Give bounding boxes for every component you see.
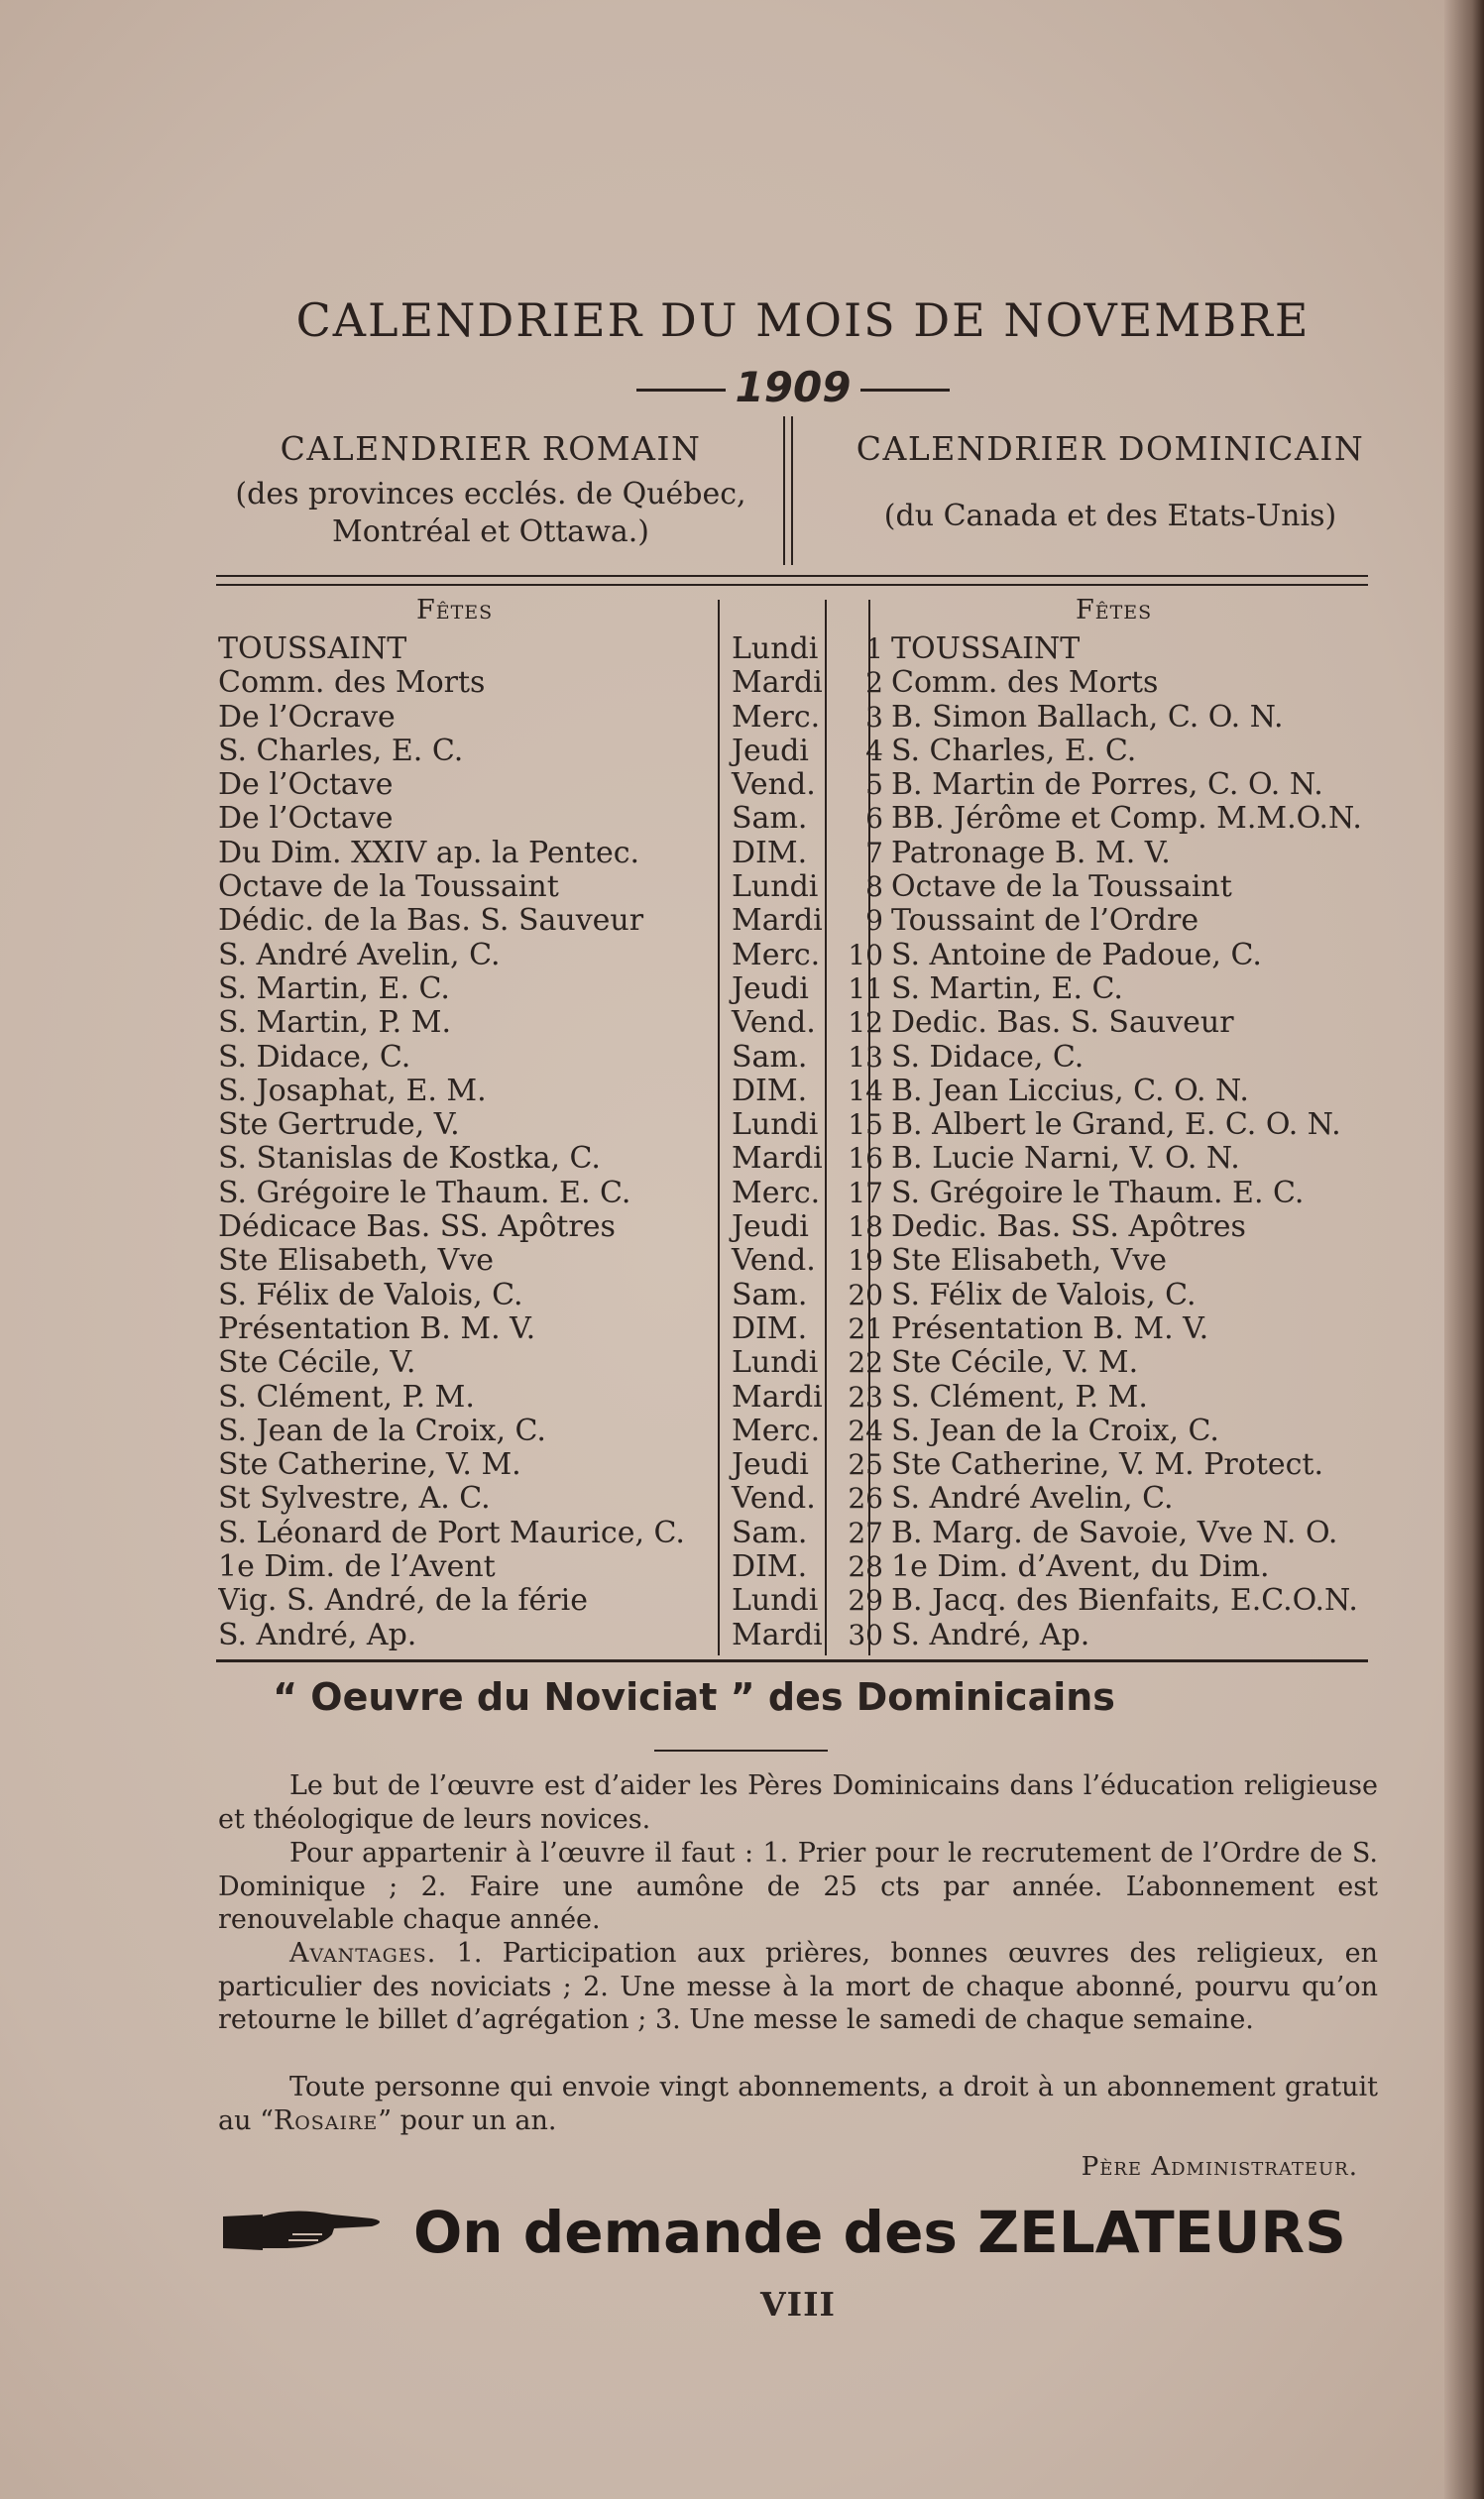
rosaire-word: Rosaire [273,2104,379,2136]
feast-romain: Présentation B. M. V. [218,1311,536,1346]
oeuvre-heading: “ Oeuvre du Noviciat ” des Dominicains [273,1675,1115,1719]
day-number: 28 [848,1550,883,1584]
weekday: Lundi [732,632,819,666]
weekday: Jeudi [732,734,809,768]
feast-romain: S. Félix de Valois, C. [218,1278,523,1312]
day-number: 25 [848,1448,883,1482]
feast-dominicain: Comm. des Morts [891,666,1159,701]
weekday: Jeudi [732,971,809,1006]
feast-romain: Ste Elisabeth, Vve [218,1244,495,1279]
feast-romain: S. Grégoire le Thaum. E. C. [218,1176,631,1210]
feast-dominicain: Patronage B. M. V. [891,836,1171,870]
feast-romain: S. Didace, C. [218,1040,411,1075]
calendar-row [218,939,1407,972]
weekday: Vend. [732,1006,816,1041]
weekday: Sam. [732,802,808,837]
fetes-header-right: Fêtes [1076,595,1153,625]
day-number: 14 [848,1074,883,1107]
day-number: 18 [848,1210,883,1244]
feast-dominicain: 1e Dim. d’Avent, du Dim. [891,1550,1270,1585]
calendar-row [218,1415,1407,1448]
pointing-hand-icon [223,2203,392,2270]
feast-dominicain: S. André Avelin, C. [891,1482,1174,1517]
day-number: 13 [848,1040,883,1074]
weekday: DIM. [732,1311,808,1346]
weekday: Mardi [732,904,823,939]
calendar-row [218,1346,1407,1380]
calendar-row [218,1584,1407,1618]
calendar-row [218,1482,1407,1516]
calendar-row [218,1108,1407,1142]
calendar-body [218,632,1407,1652]
feast-romain: S. André, Ap. [218,1618,417,1652]
calendar-row [218,1244,1407,1278]
left-calendar-subtitle-2: Montréal et Ottawa.) [331,514,649,549]
oeuvre-text-4a: Toute personne qui envoie vingt abonnements, a droit à un abonnement gratuit au “ [218,2072,1378,2136]
weekday: Merc. [732,700,821,735]
calendar-row [218,1312,1407,1346]
double-rule-top [216,575,1368,586]
oeuvre-paragraph-4 [218,2071,1378,2137]
feast-dominicain: S. Charles, E. C. [891,734,1137,768]
right-calendar-title: CALENDRIER DOMINICAIN [856,429,1365,468]
feast-dominicain: B. Jean Liccius, C. O. N. [891,1074,1249,1108]
calendar-row [218,735,1407,768]
feast-dominicain: B. Jacq. des Bienfaits, E.C.O.N. [891,1584,1358,1619]
weekday: Sam. [732,1040,808,1075]
day-number: 1 [865,632,883,665]
calendar-row [218,1381,1407,1415]
day-number: 9 [865,904,883,938]
page-edge [1444,0,1484,2499]
weekday: Mardi [732,666,823,701]
feast-romain: 1e Dim. de l’Avent [218,1550,496,1585]
feast-romain: S. Clément, P. M. [218,1380,475,1415]
calendar-row [218,870,1407,904]
oeuvre-paragraph-2 [218,1837,1378,1937]
day-number: 24 [848,1414,883,1447]
calendar-row [218,701,1407,735]
feast-dominicain: Ste Elisabeth, Vve [891,1244,1168,1279]
feast-dominicain: S. Antoine de Padoue, C. [891,938,1262,972]
calendar-row [218,768,1407,802]
feast-dominicain: Toussaint de l’Ordre [891,904,1199,939]
rule-bottom [216,1659,1368,1662]
calendar-row [218,1006,1407,1040]
fetes-header-left: Fêtes [416,595,494,625]
weekday: Lundi [732,1584,819,1619]
weekday: Mardi [732,1380,823,1415]
weekday: DIM. [732,1074,808,1108]
feast-romain: Vig. S. André, de la férie [218,1584,588,1619]
feast-dominicain: BB. Jérôme et Comp. M.M.O.N. [891,802,1362,837]
day-number: 5 [865,768,883,802]
feast-romain: S. Stanislas de Kostka, C. [218,1142,601,1177]
weekday: Merc. [732,1176,821,1210]
feast-romain: St Sylvestre, A. C. [218,1482,491,1517]
feast-dominicain: S. Félix de Valois, C. [891,1278,1197,1312]
feast-dominicain: S. Grégoire le Thaum. E. C. [891,1176,1305,1210]
page-title: CALENDRIER DU MOIS DE NOVEMBRE [295,293,1311,347]
feast-romain: De l’Octave [218,768,394,803]
weekday: Jeudi [732,1448,809,1483]
day-number: 6 [865,802,883,836]
feast-dominicain: S. Didace, C. [891,1040,1084,1075]
left-calendar-header [208,426,773,555]
day-number: 12 [848,1006,883,1040]
left-calendar-title: CALENDRIER ROMAIN [280,429,702,468]
feast-dominicain: B. Simon Ballach, C. O. N. [891,700,1284,735]
weekday: Lundi [732,1346,819,1381]
calendar-row [218,904,1407,938]
weekday: Mardi [732,1618,823,1652]
weekday: Mardi [732,1142,823,1177]
day-number: 11 [848,971,883,1005]
day-number: 29 [848,1584,883,1618]
zelateurs-text: On demande des ZELATEURS [413,2199,1346,2266]
feast-romain: Du Dim. XXIV ap. la Pentec. [218,836,640,870]
weekday: Lundi [732,1108,819,1143]
feast-romain: S. Martin, E. C. [218,971,450,1006]
day-number: 16 [848,1142,883,1176]
calendar-table [218,632,1407,1652]
oeuvre-paragraph-3 [218,1937,1378,2037]
weekday: Vend. [732,768,816,803]
day-number: 21 [848,1311,883,1345]
feast-dominicain: Dedic. Bas. S. Sauveur [891,1006,1234,1041]
day-number: 20 [848,1278,883,1311]
feast-romain: S. Jean de la Croix, C. [218,1414,546,1448]
calendar-row [218,1075,1407,1108]
feast-dominicain: Ste Cécile, V. M. [891,1346,1139,1381]
calendar-row [218,972,1407,1006]
calendar-row [218,666,1407,700]
day-number: 15 [848,1108,883,1142]
weekday: Merc. [732,1414,821,1448]
feast-dominicain: B. Albert le Grand, E. C. O. N. [891,1108,1341,1143]
feast-dominicain: S. Clément, P. M. [891,1380,1148,1415]
left-calendar-subtitle-1: (des provinces ecclés. de Québec, [235,477,746,511]
feast-dominicain: S. Jean de la Croix, C. [891,1414,1219,1448]
weekday: DIM. [732,1550,808,1585]
year-heading [615,363,971,411]
feast-romain: S. Léonard de Port Maurice, C. [218,1516,685,1550]
weekday: Sam. [732,1516,808,1550]
day-number: 10 [848,938,883,971]
day-number: 7 [865,836,883,869]
weekday: Merc. [732,938,821,972]
page-number: VIII [760,2285,836,2324]
day-number: 22 [848,1346,883,1380]
calendar-row [218,1619,1407,1652]
calendar-row [218,1517,1407,1550]
day-number: 2 [865,666,883,700]
day-number: 19 [848,1244,883,1278]
feast-romain: Ste Gertrude, V. [218,1108,460,1143]
calendar-row [218,1177,1407,1210]
feast-romain: Dédic. de la Bas. S. Sauveur [218,904,644,939]
oeuvre-rule [654,1750,828,1752]
feast-romain: S. Josaphat, E. M. [218,1074,487,1108]
oeuvre-text-1: Le but de l’œuvre est d’aider les Pères Dominicains dans l’éducation religieuse et théologique de leurs novices. [218,1770,1378,1835]
right-calendar-subtitle: (du Canada et des Etats-Unis) [883,499,1337,533]
feast-dominicain: S. Martin, E. C. [891,971,1123,1006]
feast-romain: Octave de la Toussaint [218,870,559,905]
zelateurs-banner [223,2199,1383,2270]
calendar-row [218,802,1407,836]
feast-dominicain: Octave de la Toussaint [891,870,1232,905]
day-number: 17 [848,1176,883,1209]
year-dash-right [860,389,950,392]
day-number: 26 [848,1482,883,1516]
feast-romain: S. Martin, P. M. [218,1006,451,1041]
weekday: Sam. [732,1278,808,1312]
feast-romain: TOUSSAINT [218,632,407,666]
weekday: Vend. [732,1244,816,1279]
header-divider [783,416,793,565]
calendar-row [218,1550,1407,1584]
feast-dominicain: Présentation B. M. V. [891,1311,1209,1346]
weekday: DIM. [732,836,808,870]
calendar-row [218,1142,1407,1176]
feast-dominicain: S. André, Ap. [891,1618,1090,1652]
feast-romain: Dédicace Bas. SS. Apôtres [218,1210,616,1245]
day-number: 4 [865,734,883,767]
feast-dominicain: TOUSSAINT [891,632,1081,666]
oeuvre-text-4b: ” pour un an. [378,2104,557,2136]
feast-dominicain: Dedic. Bas. SS. Apôtres [891,1210,1246,1245]
feast-romain: Comm. des Morts [218,666,486,701]
feast-dominicain: B. Marg. de Savoie, Vve N. O. [891,1516,1338,1550]
oeuvre-paragraph-1 [218,1769,1378,1836]
calendar-row [218,837,1407,870]
feast-dominicain: B. Lucie Narni, V. O. N. [891,1142,1240,1177]
day-number: 8 [865,870,883,904]
calendar-row [218,1041,1407,1075]
year-text: 1909 [735,363,852,411]
feast-dominicain: B. Martin de Porres, C. O. N. [891,768,1323,803]
avantages-label: Avantages. [289,1938,437,1969]
calendar-row [218,632,1407,666]
weekday: Vend. [732,1482,816,1517]
year-dash-left [636,389,726,392]
day-number: 23 [848,1380,883,1414]
weekday: Lundi [732,870,819,905]
feast-romain: S. André Avelin, C. [218,938,501,972]
day-number: 30 [848,1618,883,1651]
calendar-row [218,1210,1407,1244]
calendar-row [218,1279,1407,1312]
feast-romain: Ste Catherine, V. M. [218,1448,521,1483]
feast-romain: De l’Ocrave [218,700,396,735]
day-number: 3 [865,700,883,734]
calendar-row [218,1448,1407,1482]
signature: Père Administrateur. [1081,2152,1358,2182]
day-number: 27 [848,1516,883,1549]
weekday: Jeudi [732,1210,809,1245]
feast-romain: Ste Cécile, V. [218,1346,416,1381]
feast-romain: De l’Octave [218,802,394,837]
feast-dominicain: Ste Catherine, V. M. Protect. [891,1448,1324,1483]
oeuvre-text-3: 1. Participation aux prières, bonnes œuvres des religieux, en particulier des noviciats ; 2. Une messe à la mort de chaque abonné, pourvu qu’on retourne le billet d’agrégation ; 3. Une messe le samedi de chaque semaine. [218,1938,1378,2035]
oeuvre-text-2: Pour appartenir à l’œuvre il faut : 1. Prier pour le recrutement de l’Ordre de S. Dominique ; 2. Faire une aumône de 25 cts par année. L’abonnement est renouvelable chaque année. [218,1838,1378,1935]
feast-romain: S. Charles, E. C. [218,734,464,768]
right-calendar-header [813,426,1408,539]
